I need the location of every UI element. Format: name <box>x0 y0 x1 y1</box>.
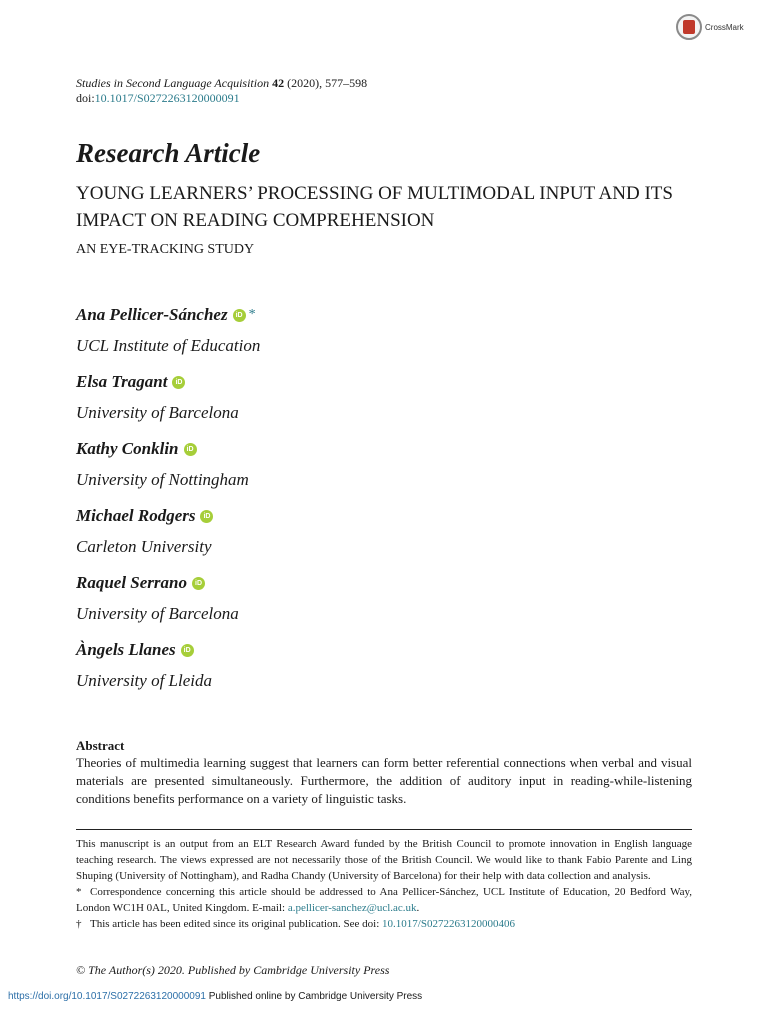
author-block <box>76 506 213 557</box>
correspondence-marker: * <box>76 886 82 898</box>
author-block <box>76 305 260 356</box>
footer-doi-link[interactable]: https://doi.org/10.1017/S0272263120000091 <box>8 991 206 1002</box>
author-block <box>76 372 239 423</box>
author-affiliation: University of Barcelona <box>76 604 239 623</box>
orcid-icon[interactable]: iD <box>184 443 197 456</box>
crossmark-icon <box>676 14 702 40</box>
author-name: Kathy Conklin <box>76 439 179 458</box>
author-name: Àngels Llanes <box>76 640 176 659</box>
corresponding-marker: * <box>248 307 256 322</box>
correspondence-text: Correspondence concerning this article should be addressed to Ana Pellicer-Sánchez, UCL Institute of Education, 20 Bedford Way, London WC1H 0AL, United Kingdom. E-mail: <box>76 886 692 914</box>
footnote-divider <box>76 829 692 830</box>
page-footer <box>8 990 422 1004</box>
edit-marker: † <box>76 918 82 930</box>
author-block <box>76 573 239 624</box>
edit-note-text: This article has been edited since its original publication. See doi: <box>90 918 383 930</box>
doi-line <box>76 91 240 106</box>
orcid-icon[interactable]: iD <box>200 510 213 523</box>
edit-doi-link[interactable]: 10.1017/S0272263120000406 <box>382 918 515 930</box>
orcid-icon[interactable]: iD <box>181 644 194 657</box>
author-name: Elsa Tragant <box>76 372 168 391</box>
email-link[interactable]: a.pellicer-sanchez@ucl.ac.uk <box>287 902 417 914</box>
correspondence-note <box>76 884 692 916</box>
author-block <box>76 439 249 490</box>
author-affiliation: University of Nottingham <box>76 470 249 489</box>
author-affiliation: University of Barcelona <box>76 403 239 422</box>
author-block <box>76 640 212 691</box>
journal-citation <box>76 76 367 91</box>
author-affiliation: Carleton University <box>76 537 212 556</box>
orcid-icon[interactable]: iD <box>192 577 205 590</box>
journal-volume: 42 <box>272 76 285 90</box>
author-affiliation: UCL Institute of Education <box>76 336 261 355</box>
journal-name: Studies in Second Language Acquisition <box>76 76 270 90</box>
author-name: Raquel Serrano <box>76 573 187 592</box>
abstract-heading: Abstract <box>76 738 125 753</box>
author-name: Ana Pellicer-Sánchez <box>76 305 228 324</box>
orcid-icon[interactable]: iD <box>172 376 185 389</box>
copyright-line: © The Author(s) 2020. Published by Cambridge University Press <box>76 963 390 977</box>
edit-note <box>76 916 692 932</box>
author-name: Michael Rodgers <box>76 506 196 525</box>
doi-link[interactable]: 10.1017/S0272263120000091 <box>94 91 240 105</box>
correspondence-end: . <box>416 902 420 914</box>
footer-text: Published online by Cambridge University Press <box>208 991 423 1002</box>
orcid-icon[interactable]: iD <box>233 309 246 322</box>
author-affiliation: University of Lleida <box>76 671 212 690</box>
crossmark-label: CrossMark <box>705 22 744 32</box>
article-type: Research Article <box>76 138 261 168</box>
article-title: YOUNG LEARNERS’ PROCESSING OF MULTIMODAL INPUT AND ITS IMPACT ON READING COMPREHENSION <box>76 183 673 231</box>
article-subtitle: AN EYE-TRACKING STUDY <box>76 242 255 257</box>
funding-note: This manuscript is an output from an ELT Research Award funded by the British Council to promote innovation in English language teaching research. The views expressed are not necessarily those of the British Council. We would like to thank Fabio Parente and Ling Shuping (University of Nottingham), and Radha Chandy (University of Barcelona) for their help with data collection and analysis. <box>76 838 692 882</box>
journal-year-pages: (2020), 577–598 <box>287 76 368 90</box>
doi-prefix: doi: <box>76 91 95 105</box>
crossmark-badge[interactable] <box>676 12 768 42</box>
footnotes <box>76 836 692 932</box>
abstract-text: Theories of multimedia learning suggest that learners can form better referential connections when verbal and visual materials are presented simultaneously. Furthermore, the addition of auditory input in reading-while-listening conditions benefits performance on a variety of linguistic tasks. <box>76 755 692 806</box>
